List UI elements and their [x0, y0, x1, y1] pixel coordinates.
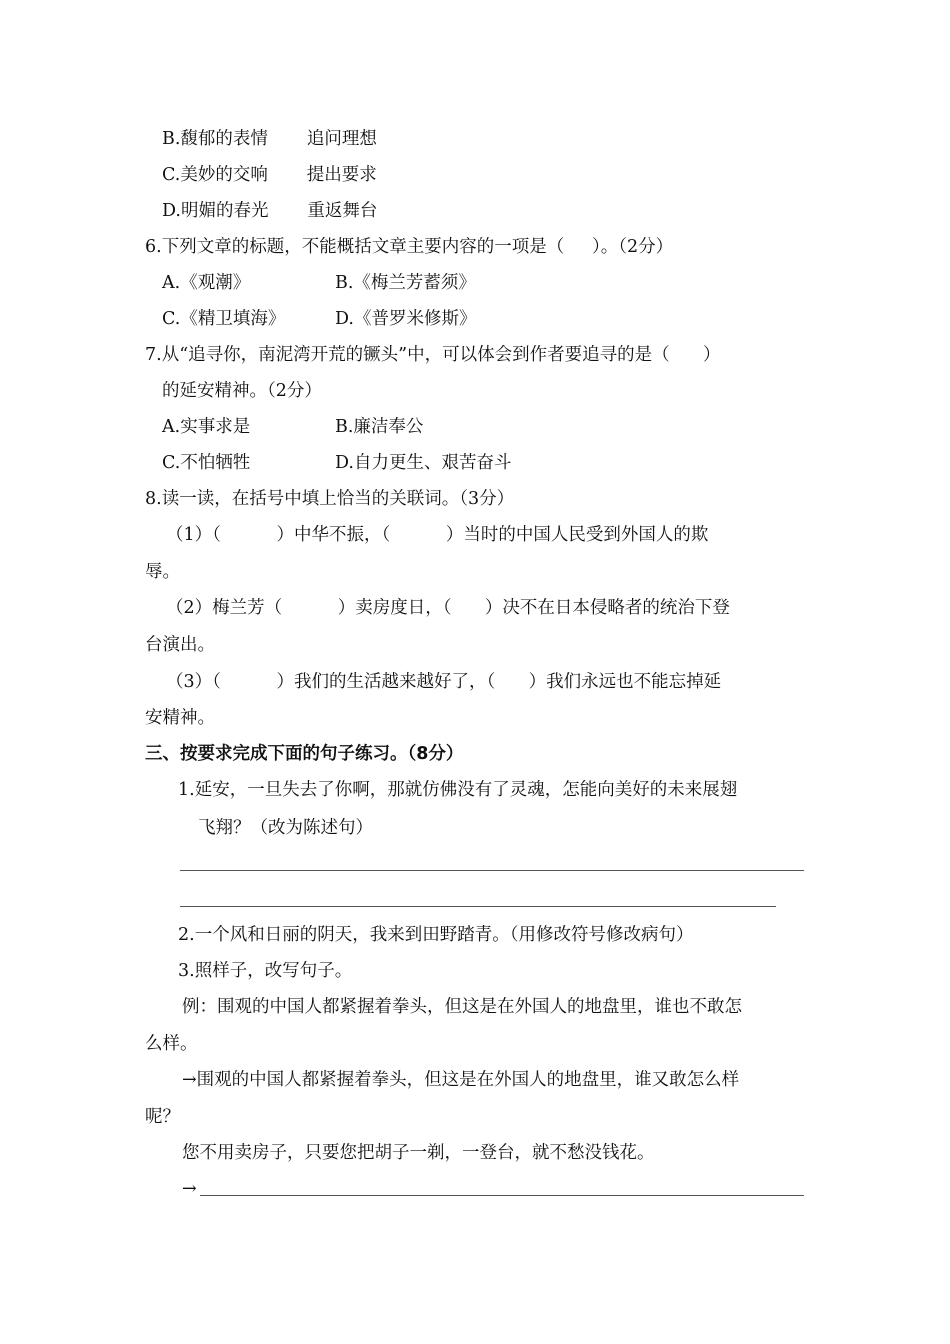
q6-option-c: C.《精卫填海》 [162, 309, 286, 329]
q8-sentence-2: （2）梅兰芳（ ）卖房度日，（ ）决不在日本侵略者的统治下登 [166, 598, 730, 618]
task-sentence: 您不用卖房子，只要您把胡子一剃，一登台，就不愁没钱花。 [182, 1143, 655, 1163]
q5-option-d: D.明媚的春光 重返舞台 [162, 201, 378, 221]
example-line-3: →围观的中国人都紧握着拳头，但这是在外国人的地盘里，谁又敢怎么样 [182, 1070, 740, 1090]
q8-stem: 8.读一读，在括号中填上恰当的关联词。（3分） [145, 489, 515, 509]
s3-q1: 1.延安，一旦失去了你啊，那就仿佛没有了灵魂，怎能向美好的未来展翅 [178, 780, 738, 800]
section-3-title: 三、按要求完成下面的句子练习。（8分） [145, 744, 464, 764]
q5-option-b: B.馥郁的表情 追问理想 [162, 129, 377, 149]
answer-line-1[interactable] [180, 870, 804, 871]
q7-option-b: B.廉洁奉公 [335, 417, 424, 437]
q8-sentence-3: （3）（ ）我们的生活越来越好了，（ ）我们永远也不能忘掉延 [166, 672, 722, 692]
s3-q3: 3.照样子，改写句子。 [178, 961, 353, 981]
q5-option-c: C.美妙的交响 提出要求 [162, 165, 377, 185]
s3-q2: 2.一个风和日丽的阴天，我来到田野踏青。（用修改符号修改病句） [178, 925, 694, 945]
q7-option-d: D.自力更生、艰苦奋斗 [335, 453, 512, 473]
q6-option-a: A.《观潮》 [162, 273, 251, 293]
q8-sentence-2-cont: 台演出。 [145, 635, 215, 655]
q7-option-a: A.实事求是 [162, 417, 251, 437]
q7-option-c: C.不怕牺牲 [162, 453, 251, 473]
q8-sentence-1: （1）（ ）中华不振，（ ）当时的中国人民受到外国人的欺 [166, 525, 709, 545]
q6-option-d: D.《普罗米修斯》 [335, 309, 477, 329]
arrow-prefix: → [182, 1179, 197, 1199]
q6-option-b: B.《梅兰芳蓄须》 [335, 273, 476, 293]
q8-sentence-1-cont: 辱。 [145, 562, 180, 582]
answer-line-2[interactable] [180, 906, 776, 907]
example-line-4: 呢？ [145, 1107, 180, 1127]
s3-q1-cont: 飞翔？（改为陈述句） [198, 818, 373, 838]
q7-stem-cont: 的延安精神。（2分） [162, 381, 322, 401]
q6-stem: 6.下列文章的标题，不能概括文章主要内容的一项是（ ）。（2分） [145, 237, 674, 257]
example-line-2: 么样。 [145, 1034, 198, 1054]
q8-sentence-3-cont: 安精神。 [145, 708, 215, 728]
example-line-1: 例：围观的中国人都紧握着拳头，但这是在外国人的地盘里，谁也不敢怎 [182, 997, 742, 1017]
answer-line-3[interactable] [200, 1195, 804, 1196]
q7-stem: 7.从“追寻你，南泥湾开荒的镢头”中，可以体会到作者要追寻的是（ ） [145, 345, 721, 365]
